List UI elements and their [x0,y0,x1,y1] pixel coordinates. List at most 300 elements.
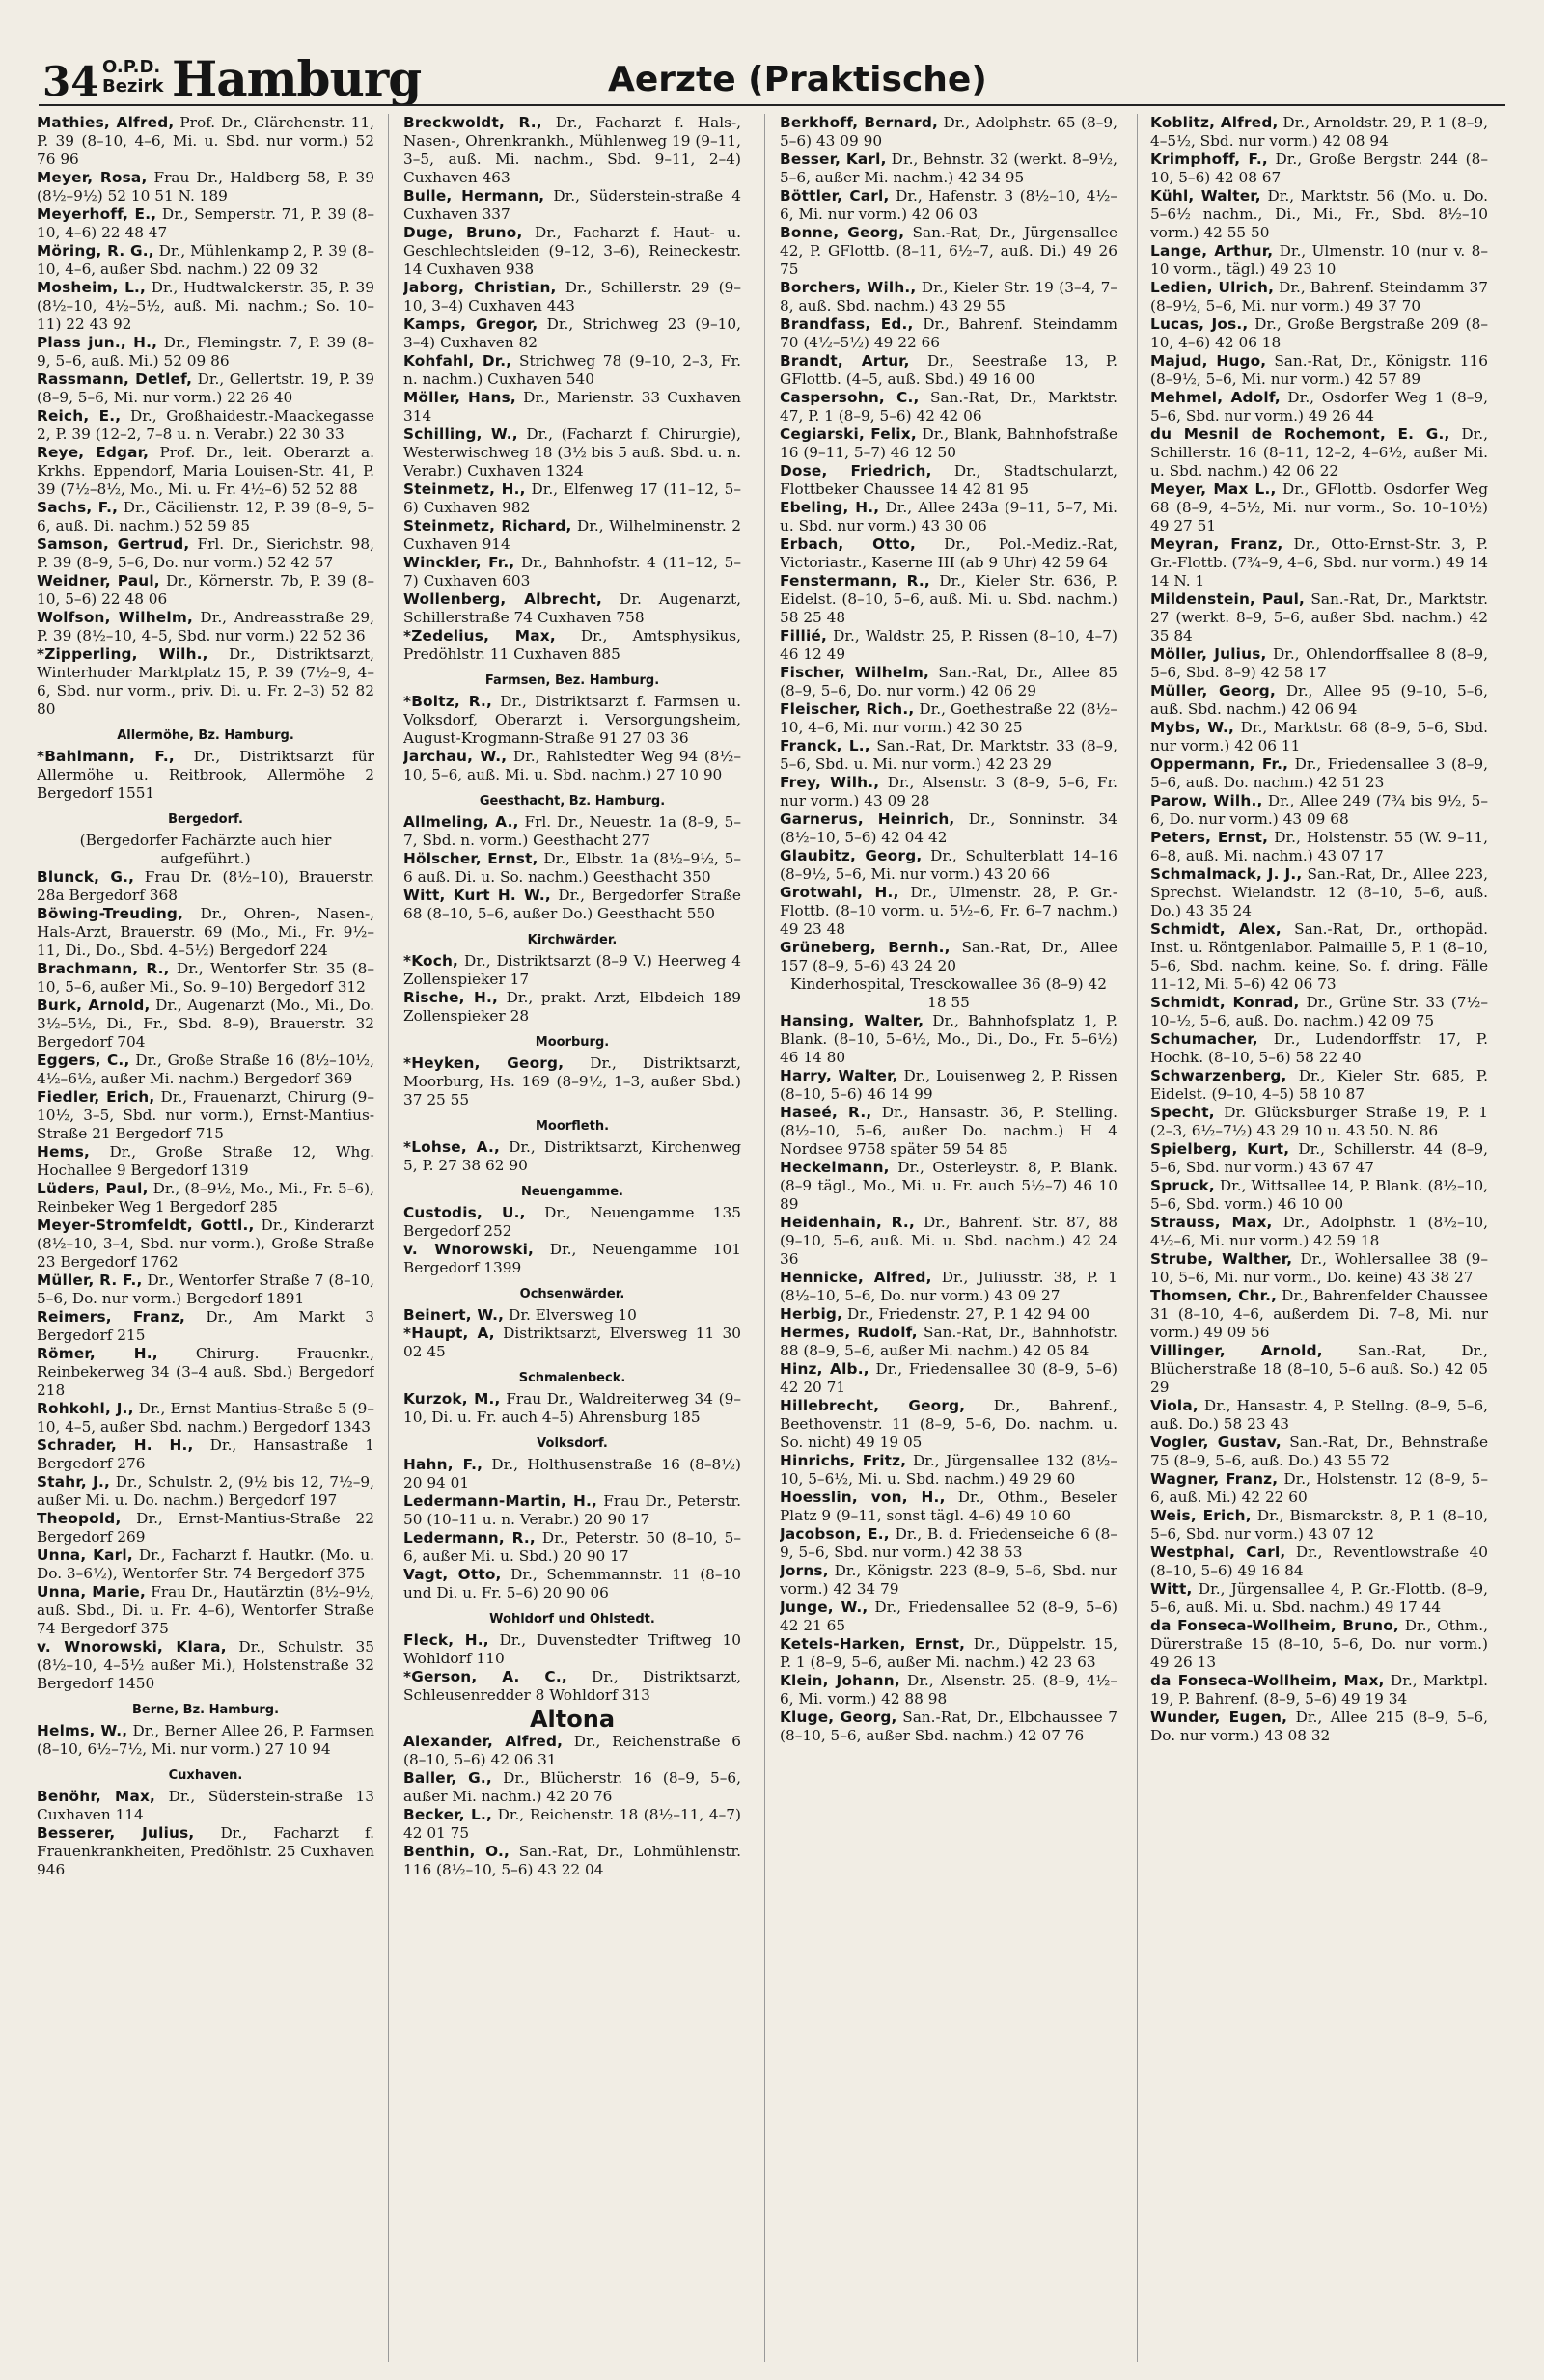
physician-entry [403,1204,741,1241]
physician-name: Specht, [1150,1104,1215,1121]
physician-details: Dr., Wentorfer Str. 35 (8–10, 5–6, außer Mi., So. 9–10) Bergedorf 312 [37,960,374,996]
physician-name: Meyer, Max L., [1150,480,1277,498]
physician-entry [1150,1250,1488,1287]
physician-details: Dr., Hansastr. 36, P. Stelling. (8½–10, 5–6, außer Do. nachm.) H 4 Nordsee 9758 später 59 54 85 [780,1104,1117,1158]
physician-details: Dr. Elversweg 10 [504,1306,637,1324]
physician-name: Hinrichs, Fritz, [780,1452,907,1469]
locality-heading: Wohldorf und Ohlstedt. [489,1612,655,1627]
physician-details: Dr., GFlottb. Osdorfer Weg 68 (8–9, 4–5½, Mi. nur vorm., So. 10–10½) 49 27 51 [1150,480,1488,534]
physician-name: *Bahlmann, F., [37,748,175,765]
physician-details: Dr., Jürgensallee 4, P. Gr.-Flottb. (8–9, 5–6, auß. Mi. u. Sbd. nachm.) 49 17 44 [1150,1580,1488,1616]
physician-name: Hahn, F., [403,1456,483,1473]
physician-name: Jarchau, W., [403,748,508,765]
physician-entry [780,1525,1117,1562]
physician-entry [1150,1030,1488,1067]
physician-details: Dr., Bergedorfer Straße 68 (8–10, 5–6, außer Do.) Geesthacht 550 [403,887,741,922]
physician-name: Schmalmack, J. J., [1150,865,1303,883]
physician-details: Dr., Adolphstr. 65 (8–9, 5–6) 43 09 90 [780,114,1117,150]
physician-entry [37,114,374,169]
physician-entry [37,1638,374,1693]
column-1 [37,114,374,2362]
physician-name: Frey, Wilh., [780,774,880,791]
physician-name: *Koch, [403,952,459,970]
physician-name: Hansing, Walter, [780,1012,924,1029]
physician-entry [37,499,374,535]
physician-details: Dr., Strichweg 23 (9–10, 3–4) Cuxhaven 82 [403,315,741,351]
physician-entry [1150,1287,1488,1342]
physician-name: Kamps, Gregor, [403,315,538,333]
physician-name: Reich, E., [37,407,122,424]
physician-name: Herbig, [780,1305,843,1323]
physician-name: Junge, W., [780,1599,868,1616]
physician-entry [780,425,1117,462]
physician-entry [403,1843,741,1879]
physician-details: Dr., Bahnhofstr. 4 (11–12, 5–7) Cuxhaven 603 [403,554,741,589]
physician-name: Borchers, Wilh., [780,279,917,296]
physician-entry [403,627,741,664]
physician-name: Steinmetz, Richard, [403,517,572,534]
physician-name: Klein, Johann, [780,1672,900,1689]
locality-heading: Neuengamme. [521,1185,623,1199]
physician-entry [780,1709,1117,1745]
physician-entry [37,1180,374,1217]
physician-name: Weis, Erich, [1150,1507,1252,1524]
physician-details: Frau Dr., Peterstr. 50 (10–11 u. n. Verabr.) 20 90 17 [403,1492,741,1528]
physician-entry [403,224,741,279]
physician-name: Viola, [1150,1397,1199,1414]
physician-details: Dr., Großhaidestr.-Maackegasse 2, P. 39 (12–2, 7–8 u. n. Verabr.) 22 30 33 [37,407,374,443]
physician-entry [780,1489,1117,1525]
city-heading: Altona [529,1706,616,1733]
physician-name: Fenstermann, R., [780,572,930,589]
physician-details: Dr., Holstenstr. 12 (8–9, 5–6, auß. Mi.) 42 22 60 [1150,1470,1488,1506]
physician-name: Samson, Gertrud, [37,535,190,553]
physician-details: Dr., Friedensallee 3 (8–9, 5–6, auß. Do. nachm.) 42 51 23 [1150,755,1488,791]
physician-entry [403,952,741,989]
physician-entry [1150,1140,1488,1177]
physician-details: Dr., Wittsallee 14, P. Blank. (8½–10, 5–6, Sbd. vorm.) 46 10 00 [1150,1177,1488,1213]
physician-entry [780,114,1117,150]
physician-details: Dr., B. d. Friedenseiche 6 (8–9, 5–6, Sbd. nur vorm.) 42 38 53 [780,1525,1117,1561]
physician-name: Fleck, H., [403,1631,489,1649]
physician-name: Ketels-Harken, Ernst, [780,1635,966,1653]
physician-details: Dr., Ernst-Mantius-Straße 22 Bergedorf 269 [37,1510,374,1546]
physician-name: Mehmel, Adolf, [1150,389,1281,406]
physician-details: Dr., Goethestraße 22 (8½–10, 4–6, Mi. nur vorm.) 42 30 25 [780,700,1117,736]
physician-name: Winckler, Fr., [403,554,515,571]
physician-entry [780,1214,1117,1269]
physician-details: Dr., Friedenstr. 27, P. 1 42 94 00 [842,1305,1090,1323]
physician-details: San.-Rat, Dr., Behnstraße 75 (8–9, 5–6, auß. Do.) 43 55 72 [1150,1434,1488,1469]
physician-entry [403,693,741,748]
physician-details: Dr., Allee 249 (7¾ bis 9½, 5–6, Do. nur vorm.) 43 09 68 [1150,792,1488,828]
physician-details: Dr., Osterleystr. 8, P. Blank. (8–9 tägl., Mo., Mi. u. Fr. auch 5½–7) 46 10 89 [780,1159,1117,1213]
physician-details: Prof. Dr., Clärchenstr. 11, P. 39 (8–10, 4–6, Mi. u. Sbd. nur vorm.) 52 76 96 [37,114,374,168]
physician-entry [780,700,1117,737]
physician-name: Harry, Walter, [780,1067,898,1084]
physician-entry [37,444,374,499]
physician-details: Frau Dr., Waldreiterweg 34 (9–10, Di. u. Fr. auch 4–5) Ahrensburg 185 [403,1390,741,1426]
physician-entry [403,813,741,850]
physician-entry [780,1104,1117,1159]
physician-entry [1150,242,1488,279]
physician-entry [403,187,741,224]
physician-details: Dr., Körnerstr. 7b, P. 39 (8–10, 5–6) 22 48 06 [37,572,374,608]
physician-name: Hinz, Alb., [780,1360,869,1378]
physician-entry [403,887,741,923]
locality-heading: Bergedorf. [168,812,243,827]
physician-details: Dr., Große Straße 12, Whg. Hochallee 9 Bergedorf 1319 [37,1143,374,1179]
physician-entry [37,609,374,645]
physician-entry [780,1159,1117,1214]
physician-details: Dr., Gellertstr. 19, P. 39 (8–9, 5–6, Mi. nur vorm.) 22 26 40 [37,370,374,406]
physician-name: *Haupt, A, [403,1325,495,1342]
physician-name: Wagner, Franz, [1150,1470,1279,1488]
physician-details: San.-Rat, Dr., Marktstr. 27 (werkt. 8–9, 5–6, außer Sbd. nachm.) 42 35 84 [1150,590,1488,644]
physician-name: Hillebrecht, Georg, [780,1397,966,1414]
physician-details: San.-Rat, Dr., Elbchaussee 7 (8–10, 5–6, außer Sbd. nachm.) 42 07 76 [780,1709,1117,1744]
physician-name: Mildenstein, Paul, [1150,590,1306,608]
physician-name: Burk, Arnold, [37,997,151,1014]
physician-entry [403,1733,741,1769]
physician-name: Brachmann, R., [37,960,170,977]
physician-name: Erbach, Otto, [780,535,917,553]
physician-name: Ledermann-Martin, H., [403,1492,598,1510]
physician-entry [403,1306,741,1325]
physician-entry [37,242,374,279]
physician-entry [1150,315,1488,352]
physician-entry [403,480,741,517]
physician-name: Schmidt, Konrad, [1150,994,1300,1011]
physician-name: Koblitz, Alfred, [1150,114,1279,131]
physician-details: Dr., Marktstr. 68 (8–9, 5–6, Sbd. nur vorm.) 42 06 11 [1150,719,1488,754]
physician-entry [403,279,741,315]
physician-name: Meyran, Franz, [1150,535,1283,553]
column-divider [388,114,389,2362]
physician-name: Unna, Marie, [37,1583,146,1600]
physician-entry [1150,187,1488,242]
physician-name: Müller, R. F., [37,1272,143,1289]
physician-entry [780,1067,1117,1104]
physician-details: Dr., Bahrenf. Str. 87, 88 (9–10, 5–6, auß. Mi. u. Sbd. nachm.) 42 24 36 [780,1214,1117,1268]
physician-entry [1150,1067,1488,1104]
physician-entry [37,1052,374,1088]
physician-name: Peters, Ernst, [1150,829,1269,846]
physician-details: Distriktsarzt, Elversweg 11 30 02 45 [403,1325,741,1360]
physician-name: Fillié, [780,627,828,644]
physician-name: Spruck, [1150,1177,1215,1194]
physician-name: Heckelmann, [780,1159,890,1176]
physician-entry [37,905,374,960]
physician-entry [1150,682,1488,719]
physician-name: Custodis, U., [403,1204,526,1221]
physician-details: Dr., Sonninstr. 34 (8½–10, 5–6) 42 04 42 [780,810,1117,846]
physician-name: Baller, G., [403,1769,492,1787]
physician-details: Dr., Distriktsarzt, Moorburg, Hs. 169 (8–9½, 1–3, außer Sbd.) 37 25 55 [403,1054,741,1108]
physician-entry [1150,994,1488,1030]
physician-name: Wolfson, Wilhelm, [37,609,193,626]
physician-name: Ebeling, H., [780,499,880,516]
physician-entry [37,1788,374,1824]
physician-entry [403,1806,741,1843]
physician-details: Dr., Süderstein-straße 13 Cuxhaven 114 [37,1788,374,1823]
physician-entry [37,645,374,719]
physician-entry [37,572,374,609]
physician-name: Caspersohn, C., [780,389,920,406]
physician-entry [780,1599,1117,1635]
physician-entry [1150,590,1488,645]
physician-details: Frl. Dr., Neuestr. 1a (8–9, 5–7, Sbd. n. vorm.) Geesthacht 277 [403,813,741,849]
physician-entry [37,1143,374,1180]
physician-name: Weidner, Paul, [37,572,160,589]
physician-entry [1150,1507,1488,1544]
physician-name: Möller, Hans, [403,389,516,406]
physician-name: Lange, Arthur, [1150,242,1274,260]
physician-name: Jacobson, E., [780,1525,890,1543]
city-title: Hamburg [172,50,422,107]
physician-details: Dr., Amtsphysikus, Predöhlstr. 11 Cuxhaven 885 [403,627,741,663]
physician-details: Dr., Marienstr. 33 Cuxhaven 314 [403,389,741,424]
physician-entry [403,517,741,554]
physician-entry [403,1325,741,1361]
physician-details: Dr., Kieler Str. 19 (3–4, 7–8, auß. Sbd. nachm.) 43 29 55 [780,279,1117,315]
physician-details: Dr., Berner Allee 26, P. Farmsen (8–10, 6½–7½, Mi. nur vorm.) 27 10 94 [37,1722,374,1758]
physician-entry [403,1138,741,1175]
physician-name: Grüneberg, Bernh., [780,939,951,956]
physician-entry [1150,1434,1488,1470]
physician-details: Dr., Facharzt f. Haut- u. Geschlechtsleiden (9–12, 3–6), Reineckestr. 14 Cuxhaven 938 [403,224,741,278]
physician-details: San.-Rat, Dr., Allee 85 (8–9, 5–6, Do. nur vorm.) 42 06 29 [780,664,1117,699]
physician-name: Böwing-Treuding, [37,905,184,922]
physician-details: Dr., Schillerstr. 44 (8–9, 5–6, Sbd. nur vorm.) 43 67 47 [1150,1140,1488,1176]
physician-name: Stahr, J., [37,1473,111,1491]
physician-details: Dr., Othm., Beseler Platz 9 (9–11, sonst tägl. 4–6) 49 10 60 [780,1489,1117,1524]
physician-details: Dr., (Facharzt f. Chirurgie), Westerwischweg 18 (3½ bis 5 auß. Sbd. u. n. Verabr.) Cuxhaven 1324 [403,425,741,479]
physician-entry [403,554,741,590]
physician-entry [1150,1544,1488,1580]
physician-details: Dr., Königstr. 223 (8–9, 5–6, Sbd. nur vorm.) 42 34 79 [780,1562,1117,1598]
locality-heading: Farmsen, Bez. Hamburg. [484,673,660,688]
physician-name: Unna, Karl, [37,1546,133,1564]
physician-details: San.-Rat, Dr., Allee 157 (8–9, 5–6) 43 24 20 [780,939,1117,974]
physician-entry [37,1473,374,1510]
physician-name: Ledien, Ulrich, [1150,279,1275,296]
physician-entry [780,150,1117,187]
physician-name: Böttler, Carl, [780,187,890,205]
physician-details: Dr., Augenarzt (Mo., Mi., Do. 3½–5½, Di., Fr., Sbd. 8–9), Brauerstr. 32 Bergedorf 704 [37,997,374,1051]
physician-details: Dr., Flemingstr. 7, P. 39 (8–9, 5–6, auß. Mi.) 52 09 86 [37,334,374,369]
physician-entry [403,989,741,1026]
physician-entry [37,1510,374,1546]
physician-entry [403,1456,741,1492]
physician-details: Dr., Distriktsarzt, Kirchenweg 5, P. 27 38 62 90 [403,1138,741,1174]
physician-name: v. Wnorowski, [403,1241,535,1258]
physician-name: Bonne, Georg, [780,224,905,241]
physician-name: Steinmetz, H., [403,480,526,498]
physician-details: Dr., Mühlenkamp 2, P. 39 (8–10, 4–6, außer Sbd. nachm.) 22 09 32 [37,242,374,278]
physician-details: Dr., Marktstr. 56 (Mo. u. Do. 5–6½ nachm., Di., Mi., Fr., Sbd. 8½–10 vorm.) 42 55 50 [1150,187,1488,241]
physician-entry [37,1824,374,1879]
physician-details: San.-Rat, Dr. Marktstr. 33 (8–9, 5–6, Sbd. u. Mi. nur vorm.) 42 23 29 [780,737,1117,773]
physician-entry [1150,645,1488,682]
physician-details: Dr., Düppelstr. 15, P. 1 (8–9, 5–6, außer Mi. nachm.) 42 23 63 [780,1635,1117,1671]
physician-details: Dr., Otto-Ernst-Str. 3, P. Gr.-Flottb. (7¾–9, 4–6, Sbd. nur vorm.) 49 14 14 N. 1 [1150,535,1488,589]
physician-details: Dr. Augenarzt, Schillerstraße 74 Cuxhaven 758 [403,590,741,626]
physician-entry [37,997,374,1052]
physician-details: Dr., Alsenstr. 25. (8–9, 4½–6, Mi. vorm.) 42 88 98 [780,1672,1117,1708]
physician-name: Cegiarski, Felix, [780,425,917,443]
physician-name: Römer, H., [37,1345,158,1362]
physician-details: Dr., Hansastr. 4, P. Stellng. (8–9, 5–6, auß. Do.) 58 23 43 [1150,1397,1488,1433]
physician-details: Dr., Osdorfer Weg 1 (8–9, 5–6, Sbd. nur vorm.) 49 26 44 [1150,389,1488,424]
physician-details: Dr., Große Bergstr. 244 (8–10, 5–6) 42 08 67 [1150,150,1488,186]
physician-name: da Fonseca-Wollheim, Bruno, [1150,1617,1399,1634]
physician-details: Dr., Hansastraße 1 Bergedorf 276 [37,1436,374,1472]
physician-entry [780,224,1117,279]
physician-details: San.-Rat, Dr., Allee 223, Sprechst. Wielandstr. 12 (8–10, 5–6, auß. Do.) 43 35 24 [1150,865,1488,919]
physician-details: Dr., Schulstr. 2, (9½ bis 12, 7½–9, außer Mi. u. Do. nachm.) Bergedorf 197 [37,1473,374,1509]
physician-entry [780,279,1117,315]
physician-details: Dr., Bahrenf. Steindamm 70 (4½–5½) 49 22 66 [780,315,1117,351]
physician-name: Oppermann, Fr., [1150,755,1289,773]
page-number: 34 [42,58,99,105]
page-header [39,25,1505,108]
physician-name: Hoesslin, von, H., [780,1489,946,1506]
physician-details: Dr., Bahrenf., Beethovenstr. 11 (8–9, 5–6, Do. nachm. u. So. nicht) 49 19 05 [780,1397,1117,1451]
physician-name: Besser, Karl, [780,150,887,168]
physician-entry [1150,1104,1488,1140]
physician-entry [780,1397,1117,1452]
physician-details: Dr., Stadtschularzt, Flottbeker Chaussee 14 42 81 95 [780,462,1117,498]
physician-name: Grotwahl, H., [780,884,899,901]
physician-entry [780,315,1117,352]
physician-entry [403,1054,741,1109]
physician-entry [1150,1470,1488,1507]
locality-heading: Geesthacht, Bz. Hamburg. [479,794,666,808]
physician-details: San.-Rat, Dr., orthopäd. Inst. u. Röntgenlabor. Palmaille 5, P. 1 (8–10, 5–6, Sbd. nachm. keine, So. f. dring. Fälle 11–12, Mi. 5–6) 42 06 73 [1150,920,1488,993]
physician-entry [1150,279,1488,315]
physician-details: San.-Rat, Dr., Marktstr. 47, P. 1 (8–9, 5–6) 42 42 06 [780,389,1117,424]
physician-details: Dr., Reichenstraße 6 (8–10, 5–6) 42 06 31 [403,1733,741,1768]
section-title: Aerzte (Praktische) [608,60,987,99]
physician-details: Dr., Ernst Mantius-Straße 5 (9–10, 4–5, außer Sbd. nachm.) Bergedorf 1343 [37,1400,374,1436]
physician-details: Dr., Kinderarzt (8½–10, 3–4, Sbd. nur vorm.), Große Straße 23 Bergedorf 1762 [37,1217,374,1271]
physician-details: Dr., Alsenstr. 3 (8–9, 5–6, Fr. nur vorm.) 43 09 28 [780,774,1117,809]
physician-name: Helms, W., [37,1722,128,1739]
physician-details: Frau Dr. (8½–10), Brauerstr. 28a Bergedorf 368 [37,868,374,904]
physician-details: Dr., Blücherstr. 16 (8–9, 5–6, außer Mi. nachm.) 42 20 76 [403,1769,741,1805]
physician-name: Mybs, W., [1150,719,1235,736]
physician-entry [1150,1177,1488,1214]
physician-name: Vagt, Otto, [403,1566,502,1583]
physician-details: Dr., Bismarckstr. 8, P. 1 (8–10, 5–6, Sbd. nur vorm.) 43 07 12 [1150,1507,1488,1543]
physician-details: Dr., Am Markt 3 Bergedorf 215 [37,1308,374,1344]
physician-details: Dr., Ohren-, Nasen-, Hals-Arzt, Brauerstr. 69 (Mo., Mi., Fr. 9½–11, Di., Do., Sbd. 4–5½) Bergedorf 224 [37,905,374,959]
physician-details: Dr., Louisenweg 2, P. Rissen (8–10, 5–6) 46 14 99 [780,1067,1117,1103]
physician-entry [780,847,1117,884]
physician-details: Dr., Reichenstr. 18 (8½–11, 4–7) 42 01 75 [403,1806,741,1842]
column-divider [1137,114,1138,2362]
note-text: Kinderhospital, Tresckowallee 36 (8–9) 42 18 55 [790,975,1107,1011]
physician-details: Dr., Facharzt f. Frauenkrankheiten, Predöhlstr. 25 Cuxhaven 946 [37,1824,374,1878]
physician-entry [37,1583,374,1638]
physician-entry [780,1324,1117,1360]
physician-details: Dr., Süderstein-straße 4 Cuxhaven 337 [403,187,741,223]
physician-entry [403,1668,741,1705]
physician-entry [37,1722,374,1759]
physician-entry [780,627,1117,664]
physician-name: *Lohse, A., [403,1138,500,1156]
physician-entry [37,1400,374,1436]
physician-entry [37,407,374,444]
physician-details: Chirurg. Frauenkr., Reinbekerweg 34 (3–4 auß. Sbd.) Bergedorf 218 [37,1345,374,1399]
physician-name: Beinert, W., [403,1306,505,1324]
locality-heading: Moorfleth. [535,1119,610,1134]
header-rule [39,104,1505,106]
physician-details: Dr., Kieler Str. 685, P. Eidelst. (9–10, 4–5) 58 10 87 [1150,1067,1488,1103]
physician-entry [780,572,1117,627]
physician-name: Benöhr, Max, [37,1788,156,1805]
physician-name: Schwarzenberg, [1150,1067,1287,1084]
physician-details: Dr., Elfenweg 17 (11–12, 5–6) Cuxhaven 982 [403,480,741,516]
physician-name: Haseé, R., [780,1104,872,1121]
physician-details: Dr., Facharzt f. Hautkr. (Mo. u. Do. 3–6½), Wentorfer Str. 74 Bergedorf 375 [37,1546,374,1582]
physician-details: Dr., Wentorfer Straße 7 (8–10, 5–6, Do. nur vorm.) Bergedorf 1891 [37,1272,374,1307]
physician-details: San.-Rat, Dr., Jürgensallee 42, P. GFlottb. (8–11, 6½–7, auß. Di.) 49 26 75 [780,224,1117,278]
physician-name: Schmidt, Alex, [1150,920,1282,938]
physician-entry [780,1562,1117,1599]
physician-name: Blunck, G., [37,868,135,886]
physician-entry [780,1269,1117,1305]
physician-entry [403,1492,741,1529]
physician-entry [780,664,1117,700]
column-2 [403,114,741,2362]
physician-entry [780,535,1117,572]
physician-entry [1150,389,1488,425]
physician-details: Prof. Dr., leit. Oberarzt a. Krkhs. Eppendorf, Maria Louisen-Str. 41, P. 39 (7½–8½, Mo., Mi. u. Fr. 4½–6) 52 52 88 [37,444,374,498]
physician-details: Dr., Bahrenfelder Chaussee 31 (8–10, 4–6, außerdem Di. 7–8, Mi. nur vorm.) 49 09 56 [1150,1287,1488,1341]
physician-entry [403,1769,741,1806]
physician-name: Allmeling, A., [403,813,519,831]
opd-label: O.P.D. [102,57,161,77]
physician-entry [780,884,1117,939]
physician-details: Dr., Schemmannstr. 11 (8–10 und Di. u. Fr. 5–6) 20 90 06 [403,1566,741,1601]
physician-name: Witt, Kurt H. W., [403,887,551,904]
physician-details: Dr., Hafenstr. 3 (8½–10, 4½–6, Mi. nur vorm.) 42 06 03 [780,187,1117,223]
physician-entry [37,1272,374,1308]
physician-details: Dr., Distriktsarzt für Allermöhe u. Reitbrook, Allermöhe 2 Bergedorf 1551 [37,748,374,802]
physician-details: Strichweg 78 (9–10, 2–3, Fr. n. nachm.) Cuxhaven 540 [403,352,741,388]
physician-name: Kohfahl, Dr., [403,352,512,369]
physician-details: Dr., Arnoldstr. 29, P. 1 (8–9, 4–5½, Sbd. nur vorm.) 42 08 94 [1150,114,1488,150]
physician-name: Lucas, Jos., [1150,315,1249,333]
physician-entry [37,1436,374,1473]
physician-entry [37,748,374,803]
physician-details: Dr., Marktpl. 19, P. Bahrenf. (8–9, 5–6) 49 19 34 [1150,1672,1488,1708]
physician-name: Fleischer, Rich., [780,700,915,718]
physician-entry [780,774,1117,810]
physician-details: Dr., Schulterblatt 14–16 (8–9½, 5–6, Mi. nur vorm.) 43 20 66 [780,847,1117,883]
physician-details: San.-Rat, Dr., Königstr. 116 (8–9½, 5–6, Mi. nur vorm.) 42 57 89 [1150,352,1488,388]
physician-details: Dr., Peterstr. 50 (8–10, 5–6, außer Mi. u. Sbd.) 20 90 17 [403,1529,741,1565]
physician-name: Franck, L., [780,737,870,754]
physician-entry [403,590,741,627]
physician-details: Dr., Semperstr. 71, P. 39 (8–10, 4–6) 22 48 47 [37,205,374,241]
physician-details: Dr., Schillerstr. 16 (8–11, 12–2, 4–6½, außer Mi. u. Sbd. nachm.) 42 06 22 [1150,425,1488,479]
physician-details: San.-Rat, Dr., Lohmühlenstr. 116 (8½–10, 5–6) 43 22 04 [403,1843,741,1878]
physician-name: Möller, Julius, [1150,645,1267,663]
physician-details: Dr., Kieler Str. 636, P. Eidelst. (8–10, 5–6, auß. Mi. u. Sbd. nachm.) 58 25 48 [780,572,1117,626]
